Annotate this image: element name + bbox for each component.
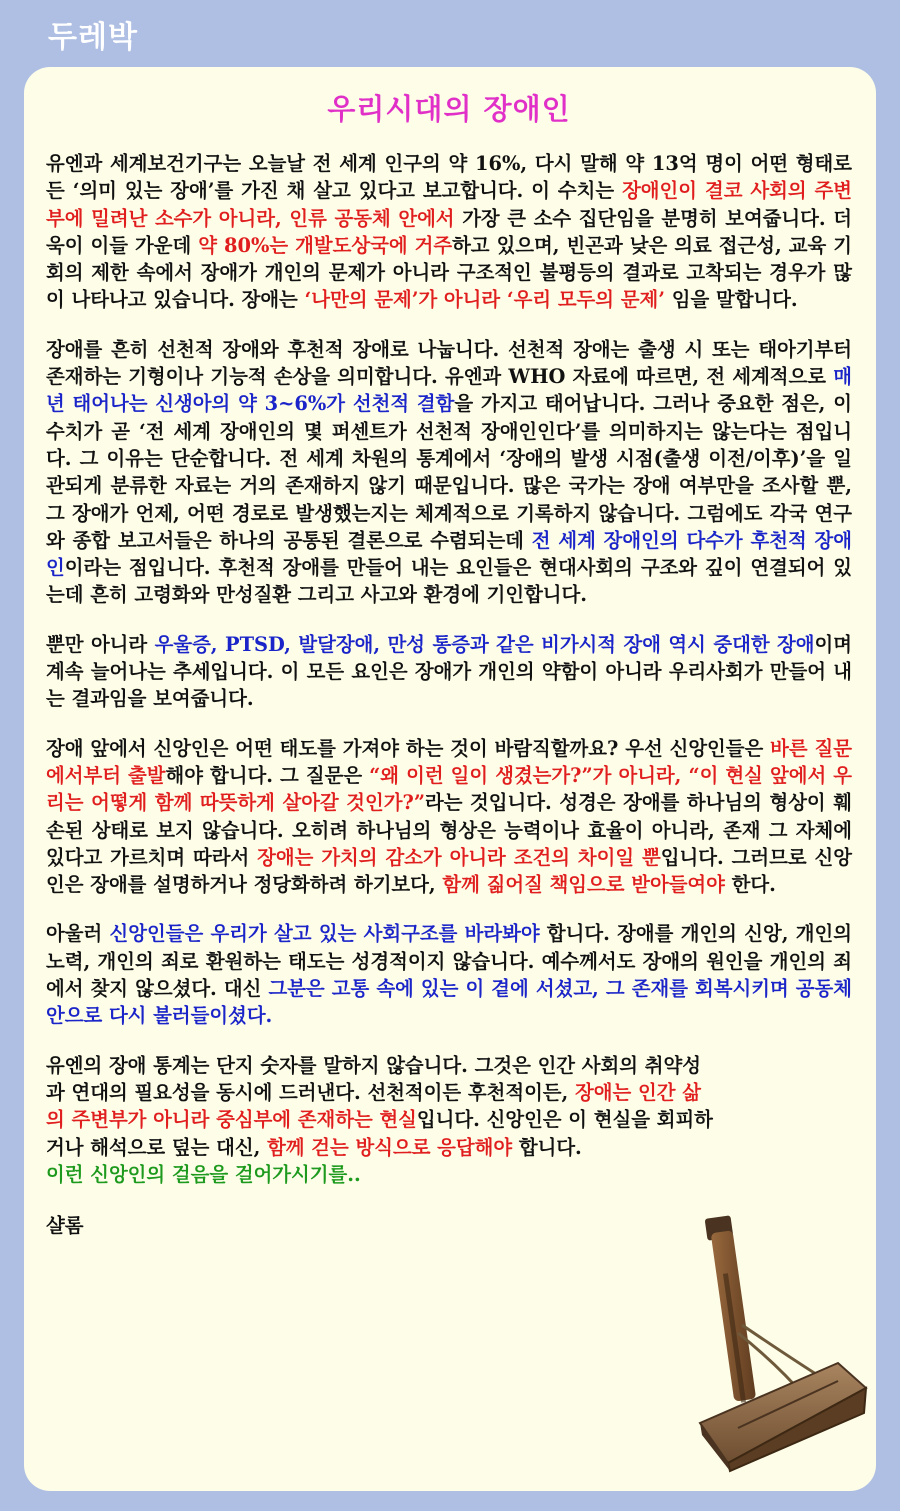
p1-text: 하고 있으며, 빈곤과 낮은 의료 접근성, 교육 기회의 제한 속에서 장애가 개인의 문제가 아니라 구조적인 불평등의 결과로 고착되는 경우가 많이 나타나고 있습니다. 장애는 bbox=[46, 233, 853, 312]
p6-highlight-1: 장애는 인간 삶의 주변부가 아니라 중심부에 존재하는 현실 bbox=[46, 1080, 701, 1132]
p6-closing: 이런 신앙인의 걸음을 걸어가시기를.. bbox=[46, 1162, 361, 1186]
p1-text: 임을 말합니다. bbox=[665, 288, 798, 312]
p2-text: 이라는 점입니다. 후천적 장애를 만들어 내는 요인들은 현대사회의 구조와 깊이 연결되어 있는데 흔히 고령화와 만성질환 그리고 사고와 환경에 기인합니다. bbox=[46, 556, 852, 607]
p5-highlight-1: 신앙인들은 우리가 살고 있는 사회구조를 바라봐야 bbox=[109, 922, 540, 946]
p3-text: 이며 계속 늘어나는 추세입니다. 이 모든 요인은 장애가 개인의 약함이 아니라 우리사회가 만들어 내는 결과임을 보여줍니다. bbox=[46, 632, 852, 711]
p3-text: 뿐만 아니라 bbox=[46, 632, 155, 656]
p6-highlight-2: 함께 걷는 방식으로 응답해야 bbox=[267, 1135, 513, 1159]
p3-highlight-1: 우울증, PTSD, 발달장애, 만성 통증과 같은 비가시적 장애 역시 중대한 장애 bbox=[154, 632, 815, 656]
p4-text: 장애 앞에서 신앙인은 어떤 태도를 가져야 하는 것이 바람직할까요? 우선 신앙인들은 bbox=[46, 736, 771, 760]
p5-text: 아울러 bbox=[46, 922, 110, 946]
p4-highlight-4: 함께 짊어질 책임으로 받아들여야 bbox=[442, 873, 725, 897]
brand-name: 두레박 bbox=[48, 20, 138, 55]
p5-highlight-2: 그분은 고통 속에 있는 이 곁에 서셨고, 그 존재를 회복시키며 공동체 안으로 다시 불러들이셨다. bbox=[46, 977, 852, 1028]
p4-highlight-1: 바른 질문에서부터 출발 bbox=[46, 736, 852, 787]
wooden-tool-image bbox=[698, 1213, 868, 1473]
paragraph-2 bbox=[46, 336, 852, 609]
paragraph-5 bbox=[46, 920, 852, 1029]
p2-text: 장애를 흔히 선천적 장애와 후천적 장애로 나눕니다. 선천적 장애는 출생 시 또는 태아기부터 존재하는 기형이나 기능적 손상을 의미합니다. 유엔과 WHO 자료에 따르면, 전 세계적으로 bbox=[46, 337, 852, 389]
paragraph-3 bbox=[46, 631, 852, 713]
p1-highlight-1: 장애인이 결코 사회의 주변부에 밀려난 소수가 아니라, 인류 공동체 안에서 bbox=[46, 179, 852, 230]
p4-highlight-3: 장애는 가치의 감소가 아니라 조건의 차이일 뿐 bbox=[257, 845, 661, 869]
p4-highlight-2: “왜 이런 일이 생겼는가?”가 아니라, “이 현실 앞에서 우리는 어떻게 함께 따뜻하게 살아갈 것인가?” bbox=[46, 763, 853, 815]
article-title: 우리시대의 장애인 bbox=[327, 92, 571, 126]
p2-text: 을 가지고 태어납니다. 그러나 중요한 점은, 이 수치가 곧 ‘전 세계 장애인의 몇 퍼센트가 선천적 장애인인다’를 의미하지는 않는다는 점입니다. 그 이유는 단순합니다. 전 세계 차원의 통계에서 ‘장애의 발생 시점(출생 이전/이후)’을 일관되게 분류한 자료는 거의 존재하지 않기 때문입니다. 많은 국가는 장애 여부만을 조사할 뿐, 그 장애가 언제, 어떤 경로로 발생했는지는 체계적으로 기록하지 않습니다. 그럼에도 각국 연구와 종합 보고서들은 하나의 공통된 결론으로 수렴되는데 bbox=[46, 392, 852, 552]
p6-text: 유엔의 장애 통계는 단지 숫자를 말하지 않습니다. 그것은 인간 사회의 취약성과 연대의 필요성을 동시에 드러낸다. 선천적이든 후천적이든, bbox=[46, 1053, 701, 1104]
p4-text: 입니다. 그러므로 신앙인은 장애를 설명하거나 정당화하려 하기보다, bbox=[46, 845, 852, 897]
paragraph-4 bbox=[46, 735, 852, 899]
p6-text: 입니다. 신앙인은 이 현실을 회피하거나 해석으로 덮는 대신, bbox=[46, 1108, 713, 1159]
paragraph-6 bbox=[46, 1052, 718, 1188]
paragraph-1 bbox=[46, 150, 852, 314]
article-card bbox=[24, 67, 876, 1491]
p5-text: 합니다. 장애를 개인의 신앙, 개인의 노력, 개인의 죄로 환원하는 태도는 성경적이지 않습니다. 예수께서도 장애의 원인을 개인의 죄에서 찾지 않으셨다. 대신 bbox=[46, 922, 852, 1001]
p2-highlight-1: 매년 태어나는 신생아의 약 3~6%가 선천적 결함 bbox=[46, 365, 852, 416]
p6-text: 합니다. bbox=[512, 1135, 582, 1159]
signoff: 샬롬 bbox=[46, 1214, 84, 1238]
p1-highlight-2: 약 80%는 개발도상국에 거주 bbox=[198, 233, 453, 257]
p4-text: 해야 합니다. 그 질문은 bbox=[165, 763, 370, 787]
p4-text: 라는 것입니다. 성경은 장애를 하나님의 형상이 훼손된 상태로 보지 않습니다. 오히려 하나님의 형상은 능력이나 효율이 아니라, 존재 그 자체에 있다고 가르치며 따라서 bbox=[46, 791, 852, 869]
p4-text: 한다. bbox=[724, 873, 776, 897]
p1-highlight-3: ‘나만의 문제’가 아니라 ‘우리 모두의 문제’ bbox=[304, 288, 665, 312]
p1-text: 가장 큰 소수 집단임을 분명히 보여줍니다. 더욱이 이들 가운데 bbox=[46, 206, 853, 257]
p1-text: 유엔과 세계보건기구는 오늘날 전 세계 인구의 약 16%, 다시 말해 약 13억 명이 어떤 형태로든 ‘의미 있는 장애’를 가진 채 살고 있다고 보고합니다. 이 수치는 bbox=[46, 152, 852, 203]
p2-highlight-2: 전 세계 장애인의 다수가 후천적 장애인 bbox=[46, 528, 852, 580]
